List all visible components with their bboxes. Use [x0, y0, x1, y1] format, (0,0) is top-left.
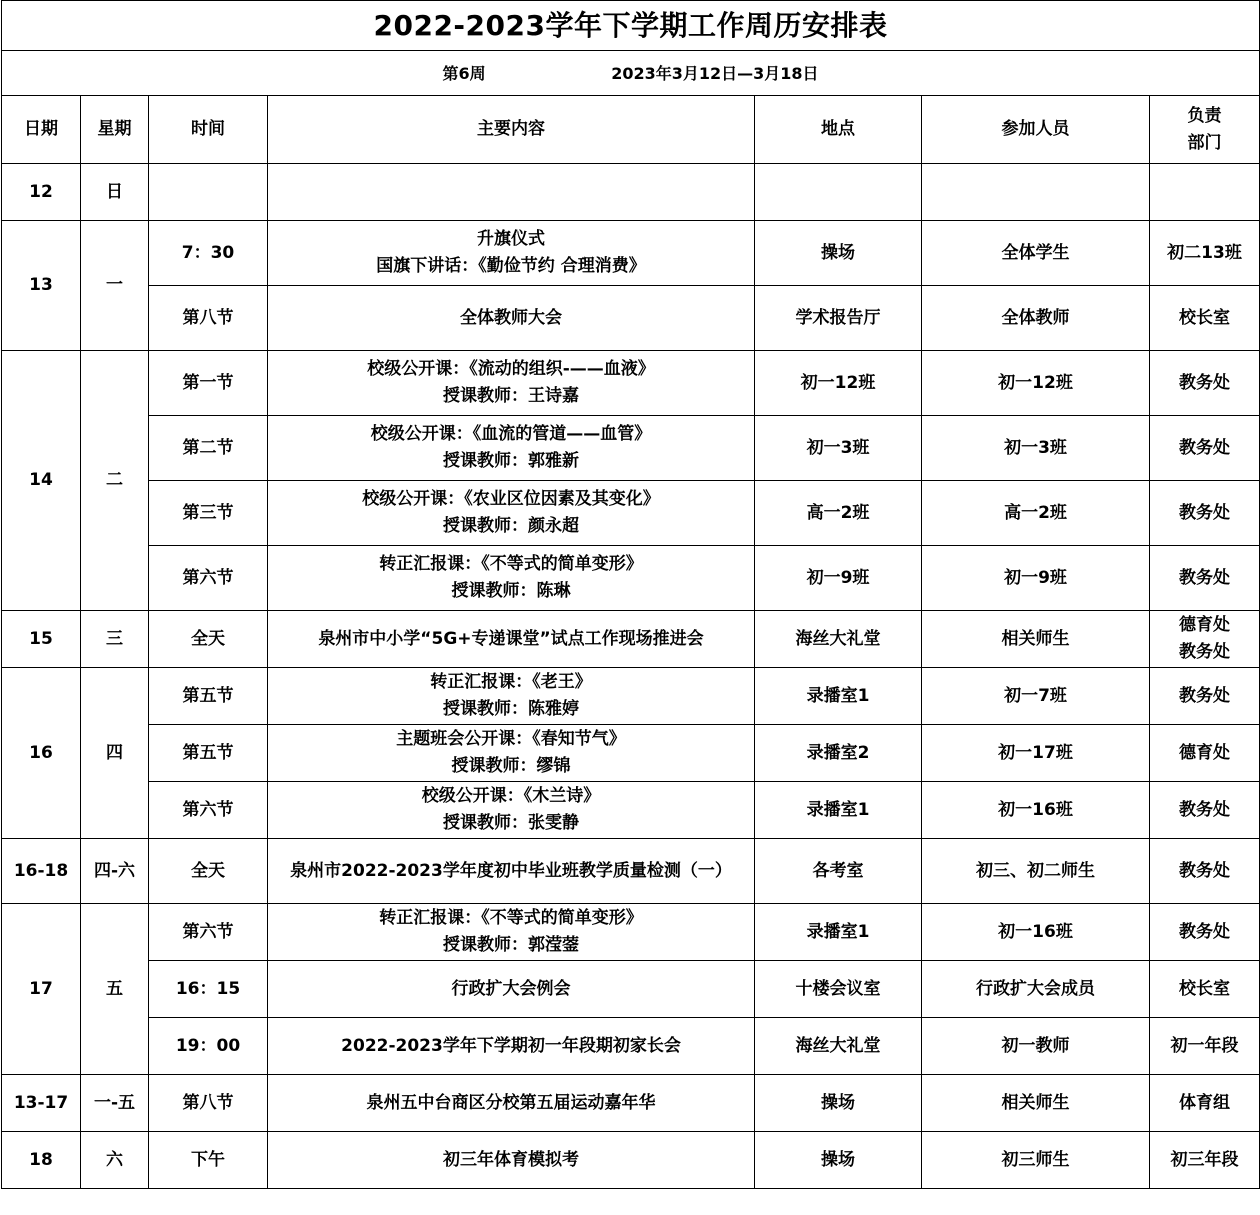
participants-cell: 相关师生 [922, 1075, 1150, 1132]
time-cell: 第六节 [149, 904, 268, 961]
page-title: 2022-2023学年下学期工作周历安排表 [2, 1, 1260, 51]
participants-cell: 初一16班 [922, 782, 1150, 839]
time-cell [149, 164, 268, 221]
table-row [2, 221, 1260, 286]
weekday-cell: 二 [81, 351, 149, 611]
table-row [2, 961, 1260, 1018]
location-cell: 初一12班 [755, 351, 922, 416]
location-cell: 录播室1 [755, 782, 922, 839]
dept-cell: 校长室 [1150, 961, 1260, 1018]
location-cell: 操场 [755, 221, 922, 286]
table-row [2, 164, 1260, 221]
location-cell: 海丝大礼堂 [755, 611, 922, 668]
table-row [2, 1075, 1260, 1132]
location-cell: 录播室1 [755, 904, 922, 961]
table-row [2, 286, 1260, 351]
location-cell: 初一9班 [755, 546, 922, 611]
time-cell: 下午 [149, 1132, 268, 1189]
participants-cell: 初一3班 [922, 416, 1150, 481]
location-cell: 操场 [755, 1075, 922, 1132]
dept-cell: 教务处 [1150, 839, 1260, 904]
table-row [2, 668, 1260, 725]
participants-cell: 初三师生 [922, 1132, 1150, 1189]
content-cell: 校级公开课：《血流的管道——血管》 授课教师：郭雅新 [268, 416, 755, 481]
location-cell: 录播室1 [755, 668, 922, 725]
dept-cell: 教务处 [1150, 416, 1260, 481]
dept-cell: 体育组 [1150, 1075, 1260, 1132]
time-cell: 16：15 [149, 961, 268, 1018]
header-participants: 参加人员 [922, 96, 1150, 164]
weekday-cell: 日 [81, 164, 149, 221]
dept-cell: 德育处 教务处 [1150, 611, 1260, 668]
content-cell [268, 164, 755, 221]
content-cell: 主题班会公开课：《春知节气》 授课教师：缪锦 [268, 725, 755, 782]
dept-cell: 教务处 [1150, 481, 1260, 546]
participants-cell: 全体教师 [922, 286, 1150, 351]
participants-cell: 初一16班 [922, 904, 1150, 961]
time-cell: 第六节 [149, 546, 268, 611]
table-row [2, 1018, 1260, 1075]
dept-cell: 教务处 [1150, 782, 1260, 839]
time-cell: 全天 [149, 611, 268, 668]
content-cell: 初三年体育模拟考 [268, 1132, 755, 1189]
weekday-cell: 五 [81, 904, 149, 1075]
dept-cell: 初一年段 [1150, 1018, 1260, 1075]
weekday-cell: 四-六 [81, 839, 149, 904]
content-cell: 校级公开课：《流动的组织-——血液》 授课教师：王诗嘉 [268, 351, 755, 416]
time-cell: 第八节 [149, 1075, 268, 1132]
participants-cell: 相关师生 [922, 611, 1150, 668]
header-date: 日期 [2, 96, 81, 164]
content-cell: 泉州五中台商区分校第五届运动嘉年华 [268, 1075, 755, 1132]
time-cell: 7：30 [149, 221, 268, 286]
time-cell: 第二节 [149, 416, 268, 481]
content-cell: 全体教师大会 [268, 286, 755, 351]
time-cell: 第八节 [149, 286, 268, 351]
participants-cell: 初三、初二师生 [922, 839, 1150, 904]
table-row [2, 481, 1260, 546]
dept-cell [1150, 164, 1260, 221]
week-date-range: 2023年3月12日—3月18日 [611, 63, 819, 83]
dept-cell: 德育处 [1150, 725, 1260, 782]
location-cell: 录播室2 [755, 725, 922, 782]
time-cell: 第五节 [149, 725, 268, 782]
date-cell: 13-17 [2, 1075, 81, 1132]
participants-cell [922, 164, 1150, 221]
content-cell: 泉州市中小学“5G+专递课堂”试点工作现场推进会 [268, 611, 755, 668]
dept-cell: 初二13班 [1150, 221, 1260, 286]
content-cell: 行政扩大会例会 [268, 961, 755, 1018]
week-info [2, 51, 1260, 96]
participants-cell: 初一7班 [922, 668, 1150, 725]
participants-cell: 初一17班 [922, 725, 1150, 782]
header-row [2, 96, 1260, 164]
content-cell: 2022-2023学年下学期初一年段期初家长会 [268, 1018, 755, 1075]
participants-cell: 行政扩大会成员 [922, 961, 1150, 1018]
time-cell: 全天 [149, 839, 268, 904]
location-cell: 操场 [755, 1132, 922, 1189]
weekday-cell: 三 [81, 611, 149, 668]
header-location: 地点 [755, 96, 922, 164]
table-row [2, 725, 1260, 782]
location-cell: 初一3班 [755, 416, 922, 481]
date-cell: 14 [2, 351, 81, 611]
content-cell: 泉州市2022-2023学年度初中毕业班教学质量检测（一） [268, 839, 755, 904]
location-cell: 学术报告厅 [755, 286, 922, 351]
header-content: 主要内容 [268, 96, 755, 164]
date-cell: 16-18 [2, 839, 81, 904]
time-cell: 第三节 [149, 481, 268, 546]
location-cell [755, 164, 922, 221]
time-cell: 第六节 [149, 782, 268, 839]
content-cell: 转正汇报课：《不等式的简单变形》 授课教师：郭滢蓥 [268, 904, 755, 961]
table-row [2, 839, 1260, 904]
location-cell: 十楼会议室 [755, 961, 922, 1018]
header-time: 时间 [149, 96, 268, 164]
date-cell: 16 [2, 668, 81, 839]
content-cell: 转正汇报课：《不等式的简单变形》 授课教师：陈琳 [268, 546, 755, 611]
time-cell: 第一节 [149, 351, 268, 416]
content-cell: 校级公开课：《木兰诗》 授课教师：张雯静 [268, 782, 755, 839]
dept-cell: 初三年段 [1150, 1132, 1260, 1189]
weekday-cell: 六 [81, 1132, 149, 1189]
schedule-table [1, 0, 1260, 1189]
dept-cell: 校长室 [1150, 286, 1260, 351]
header-weekday: 星期 [81, 96, 149, 164]
date-cell: 15 [2, 611, 81, 668]
participants-cell: 全体学生 [922, 221, 1150, 286]
weekday-cell: 一-五 [81, 1075, 149, 1132]
date-cell: 13 [2, 221, 81, 351]
content-cell: 校级公开课：《农业区位因素及其变化》 授课教师：颜永超 [268, 481, 755, 546]
location-cell: 高一2班 [755, 481, 922, 546]
table-row [2, 351, 1260, 416]
location-cell: 海丝大礼堂 [755, 1018, 922, 1075]
table-row [2, 782, 1260, 839]
table-row [2, 1132, 1260, 1189]
table-row [2, 546, 1260, 611]
date-cell: 18 [2, 1132, 81, 1189]
participants-cell: 初一教师 [922, 1018, 1150, 1075]
location-cell: 各考室 [755, 839, 922, 904]
weekday-cell: 一 [81, 221, 149, 351]
week-number: 第6周 [442, 63, 486, 83]
time-cell: 第五节 [149, 668, 268, 725]
dept-cell: 教务处 [1150, 351, 1260, 416]
weekday-cell: 四 [81, 668, 149, 839]
table-row [2, 611, 1260, 668]
table-row [2, 904, 1260, 961]
table-row [2, 416, 1260, 481]
date-cell: 12 [2, 164, 81, 221]
content-cell: 升旗仪式 国旗下讲话：《勤俭节约 合理消费》 [268, 221, 755, 286]
dept-cell: 教务处 [1150, 546, 1260, 611]
dept-cell: 教务处 [1150, 904, 1260, 961]
participants-cell: 高一2班 [922, 481, 1150, 546]
dept-cell: 教务处 [1150, 668, 1260, 725]
header-department: 负责 部门 [1150, 96, 1260, 164]
participants-cell: 初一9班 [922, 546, 1150, 611]
participants-cell: 初一12班 [922, 351, 1150, 416]
time-cell: 19：00 [149, 1018, 268, 1075]
content-cell: 转正汇报课：《老王》 授课教师：陈雅婷 [268, 668, 755, 725]
date-cell: 17 [2, 904, 81, 1075]
